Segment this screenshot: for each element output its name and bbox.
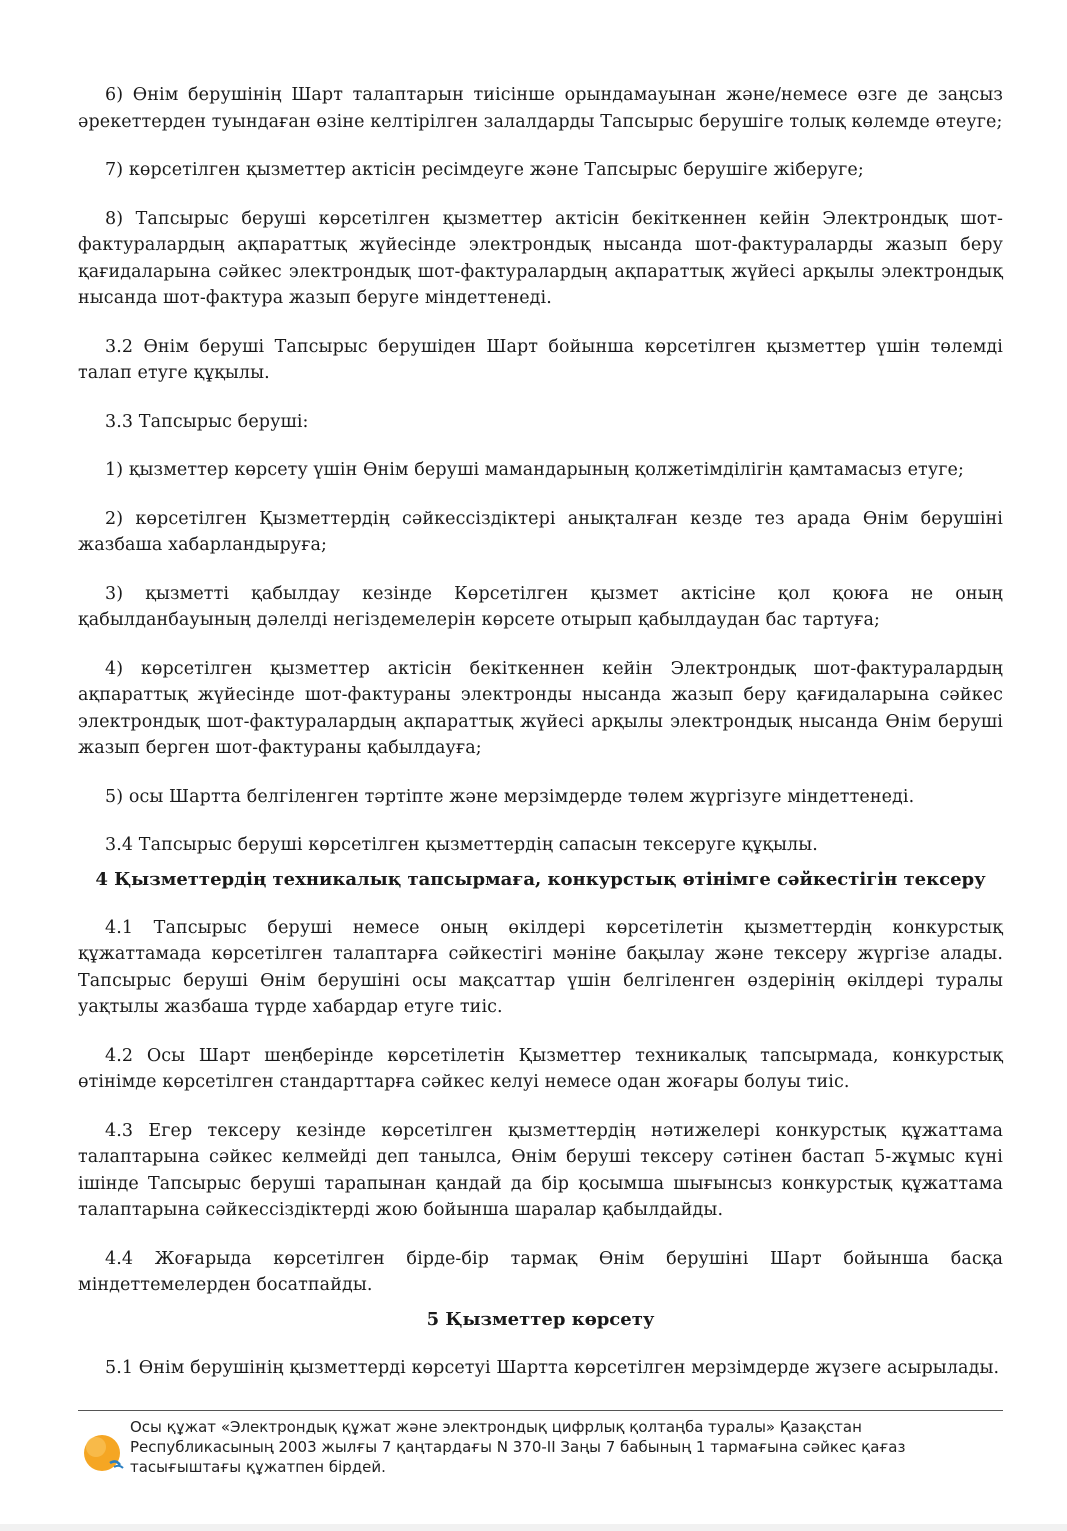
page-bottom-band xyxy=(0,1524,1067,1531)
footer-legal-text: Осы құжат «Электрондық құжат және электрондық цифрлық қолтаңба туралы» Қазақстан Республикасының 2003 жылғы 7 қаңтардағы N 370-II Заңы 7 бабының 1 тармағына сәйкес қағаз тасығыштағы құжатпен бірдей. xyxy=(130,1418,906,1476)
document-paragraph: 5.1 Өнім берушінің қызметтерді көрсетуі Шартта көрсетілген мерзімдерде жүзеге асырылады. xyxy=(105,1357,1000,1378)
document-paragraph: 4.1 Тапсырыс беруші немесе оның өкілдері көрсетілетін қызметтердің конкурстық құжаттамада көрсетілген талаптарға сәйкестігі мәніне бақылау және тексеру жүргізе алады. Тапсырыс беруші Өнім берушіні осы мақсаттар үшін белгіленген өздерінің өкілдері туралы уақтылы жазбаша түрде хабардар етуге тиіс. xyxy=(78,917,1003,1017)
document-paragraph: 7) көрсетілген қызметтер актісін ресімдеуге және Тапсырыс берушіге жіберуге; xyxy=(105,160,864,180)
footer xyxy=(78,1410,1003,1476)
document-paragraph: 8) Тапсырыс беруші көрсетілген қызметтер актісін бекіткеннен кейін Электрондық шот-фактуралардың ақпараттық жүйесінде электрондық нысанда шот-фактураларды жазып беру қағидаларына сәйкес электрондық шот-фактуралардың ақпараттық жүйесі арқылы электрондық нысанда шот-фактура жазып беруге міндеттенеді. xyxy=(78,208,1003,308)
document-paragraph: 3.2 Өнім беруші Тапсырыс берушіден Шарт бойынша көрсетілген қызметтер үшін төлемді талап етуге құқылы. xyxy=(78,336,1003,383)
document-paragraph: 5) осы Шартта белгіленген тәртіпте және мерзімдерде төлем жүргізуге міндеттенеді. xyxy=(105,786,915,807)
section-heading: 5 Қызметтер көрсету xyxy=(426,1308,655,1330)
document-paragraph: 4.2 Осы Шарт шеңберінде көрсетілетін Қызметтер техникалық тапсырмада, конкурстық өтінімде көрсетілген стандарттарға сәйкес келуі немесе одан жоғары болуы тиіс. xyxy=(78,1045,1003,1092)
document-paragraph: 3.3 Тапсырыс беруші: xyxy=(105,411,309,432)
document-paragraph: 6) Өнім берушінің Шарт талаптарын тиісінше орындамауынан және/немесе өзге де заңсыз әрекеттерден туындаған өзіне келтірілген залалдарды Тапсырыс берушіге толық көлемде өтеуге; xyxy=(78,85,1003,132)
document-paragraph: 1) қызметтер көрсету үшін Өнім беруші мамандарының қолжетімділігін қамтамасыз етуге; xyxy=(105,460,964,480)
document-paragraph: 2) көрсетілген Қызметтердің сәйкессіздіктері анықталған кезде тез арада Өнім берушіні жазбаша хабарландыруға; xyxy=(78,508,1003,555)
document-body xyxy=(78,82,1003,1403)
document-paragraph: 3) қызметті қабылдау кезінде Көрсетілген қызмет актісіне қол қоюға не оның қабылданбауының дәлелді негіздемелерін көрсете отырып қабылдаудан бас тартуға; xyxy=(78,583,1003,630)
document-paragraph: 4.3 Егер тексеру кезінде көрсетілген қызметтердің нәтижелері конкурстық құжаттама талаптарына сәйкес келмейді деп танылса, Өнім беруші тексеру сәтінен бастап 5-жұмыс күні ішінде Тапсырыс беруші тарапынан қандай да бір қосымша шығынсыз конкурстық құжаттама талаптарына сәйкессіздіктерді жою бойынша шаралар қабылдайды. xyxy=(78,1120,1003,1220)
document-paragraph: 3.4 Тапсырыс беруші көрсетілген қызметтердің сапасын тексеруге құқылы. xyxy=(105,835,818,855)
emblem-sun-icon xyxy=(80,1427,128,1475)
document-paragraph: 4.4 Жоғарыда көрсетілген бірде-бір тармақ Өнім берушіні Шарт бойынша басқа міндеттемелерден босатпайды. xyxy=(78,1248,1003,1295)
section-heading: 4 Қызметтердің техникалық тапсырмаға, конкурстық өтінімге сәйкестігін тексеру xyxy=(95,868,986,890)
document-paragraph: 4) көрсетілген қызметтер актісін бекіткеннен кейін Электрондық шот-фактуралардың ақпараттық жүйесінде шот-фактураны электронды нысанда жазып беру қағидаларына сәйкес электрондық шот-фактуралардың ақпараттық жүйесі арқылы электрондық нысанда Өнім беруші жазып берген шот-фактураны қабылдауға; xyxy=(78,658,1003,758)
